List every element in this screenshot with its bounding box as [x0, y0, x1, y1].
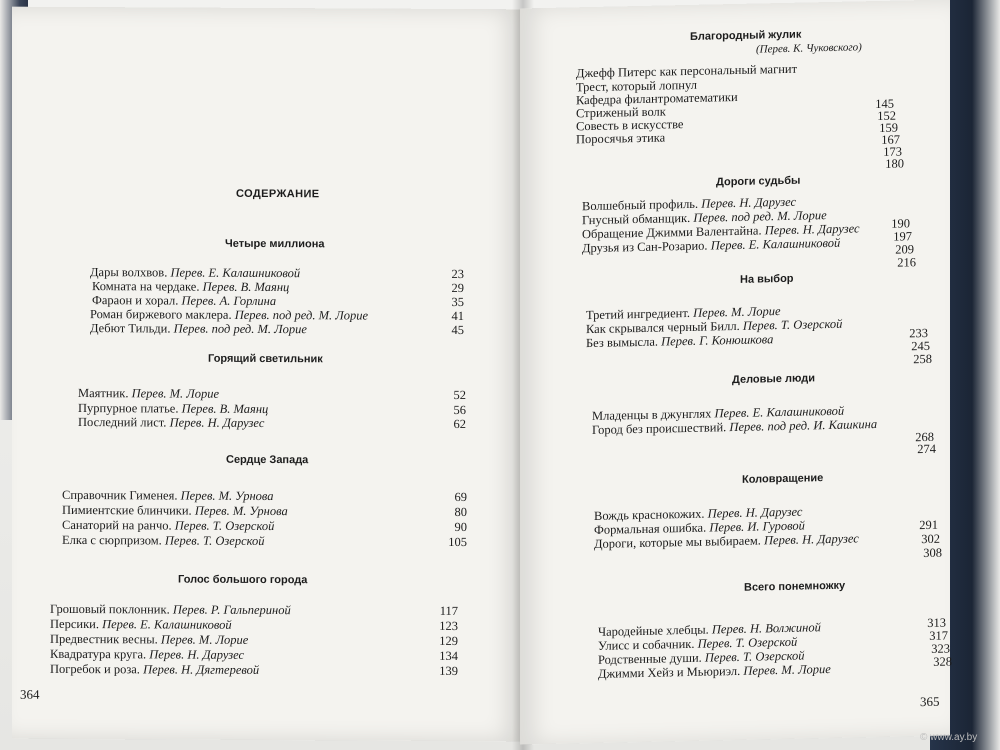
section-title: Деловые люди	[732, 372, 815, 387]
section-title: Голос большого города	[178, 573, 308, 587]
toc-entry: Поросячья этика	[576, 130, 666, 147]
toc-entry: Елка с сюрпризом. Перев. Т. Озерской	[62, 532, 265, 548]
toc-entry: Справочник Гименея. Перев. М. Урнова	[62, 487, 274, 504]
page-ref: 167	[881, 132, 900, 147]
page-ref: 313	[927, 615, 946, 630]
toc-entry: Кафедра филантроматематики	[576, 89, 738, 108]
watermark: © www.ay.by	[920, 732, 978, 743]
page-ref: 139	[439, 663, 458, 679]
page-ref: 105	[448, 534, 467, 550]
page-ref: 52	[453, 387, 466, 403]
toc-entry: Фараон и хорал. Перев. А. Горлина	[92, 293, 277, 309]
toc-entry: Младенцы в джунглях Перев. Е. Калашниковой	[592, 403, 845, 423]
page-ref: 323	[931, 641, 950, 656]
page-ref: 152	[877, 108, 896, 124]
toc-entry: Квадратура круга. Перев. Н. Дарузес	[50, 646, 245, 662]
section-title: Дороги судьбы	[716, 174, 801, 189]
toc-entry: Формальная ошибка. Перев. И. Гуровой	[594, 518, 805, 537]
toc-entry: Пурпурное платье. Перев. В. Маянц	[78, 401, 269, 417]
page-ref: 190	[891, 216, 910, 231]
toc-entry: Джимми Хейз и Мьюриэл. Перев. М. Лорие	[598, 661, 831, 681]
toc-entry: Обращение Джимми Валентайна. Перев. Н. Дарузес	[582, 221, 860, 242]
section-title: Четыре миллиона	[225, 237, 325, 251]
page-ref: 90	[454, 519, 467, 535]
toc-entry: Роман биржевого маклера. Перев. под ред. М. Лорие	[90, 307, 369, 323]
translator-line: (Перев. К. Чуковского)	[756, 41, 862, 56]
page-ref: 274	[917, 441, 936, 457]
toc-entry: Третий ингредиент. Перев. М. Лорие	[586, 304, 781, 323]
toc-entry: Дороги, которые мы выбираем. Перев. Н. Дарузес	[594, 531, 859, 551]
toc-entry: Погребок и роза. Перев. Н. Дягтеревой	[50, 661, 260, 677]
page-ref: 62	[453, 416, 466, 432]
page-ref: 197	[893, 229, 912, 244]
page-ref: 56	[453, 402, 466, 418]
page-ref: 159	[879, 120, 898, 135]
section-title: Благородный жулик	[690, 28, 802, 43]
toc-entry: Стриженый волк	[576, 104, 666, 121]
page-ref: 45	[451, 322, 464, 338]
page-ref: 216	[897, 255, 916, 270]
section-title: Коловращение	[742, 472, 824, 486]
right-page	[520, 0, 950, 745]
page-ref: 308	[923, 545, 942, 561]
toc-entry: Друзья из Сан-Розарио. Перев. Е. Калашниковой	[582, 235, 841, 256]
page-ref: 41	[451, 308, 464, 324]
toc-entry: Маятник. Перев. М. Лорие	[78, 386, 220, 401]
toc-entry: Совесть в искусстве	[576, 117, 684, 134]
toc-entry: Трест, который лопнул	[576, 77, 697, 95]
toc-entry: Город без происшествий. Перев. под ред. И. Кашкина	[592, 417, 878, 437]
toc-entry: Дебют Тильди. Перев. под ред. М. Лорие	[90, 321, 307, 337]
toc-entry: Комната на чердаке. Перев. В. Маянц	[92, 279, 290, 295]
section-title: Сердце Запада	[226, 453, 309, 467]
toc-entry: Пимиентские блинчики. Перев. М. Урнова	[62, 502, 288, 519]
page-ref: 23	[451, 266, 464, 282]
page-ref: 134	[439, 648, 458, 664]
page-number: 365	[920, 693, 940, 710]
page-ref: 209	[895, 242, 914, 257]
page-ref: 245	[911, 338, 930, 354]
page-ref: 291	[919, 517, 938, 533]
page-ref: 117	[439, 603, 458, 619]
toc-entry: Улисс и собачник. Перев. Т. Озерской	[598, 634, 798, 653]
toc-entry: Дары волхвов. Перев. Е. Калашниковой	[90, 265, 301, 281]
page-number: 364	[20, 686, 40, 702]
toc-entry: Вождь краснокожих. Перев. Н. Дарузес	[594, 504, 803, 523]
page-ref: 145	[875, 96, 894, 112]
toc-entry: Без вымысла. Перев. Г. Конюшкова	[586, 332, 774, 351]
page-ref: 180	[885, 156, 904, 171]
page-ref: 29	[451, 280, 464, 296]
page-ref: 328	[933, 654, 952, 669]
toc-entry: Персики. Перев. Е. Калашниковой	[50, 616, 232, 632]
toc-entry: Предвестник весны. Перев. М. Лорие	[50, 631, 249, 647]
page-ref: 258	[913, 351, 932, 367]
section-title: На выбор	[740, 272, 794, 286]
toc-entry: Последний лист. Перев. Н. Дарузес	[78, 415, 265, 430]
toc-entry: Гнусный обманщик. Перев. под ред. М. Лорие	[582, 208, 827, 228]
page-ref: 69	[454, 489, 467, 505]
page-ref: 35	[451, 294, 464, 310]
page-ref: 129	[439, 633, 458, 649]
section-title: Горящий светильник	[208, 352, 323, 366]
section-title: Всего понемножку	[744, 579, 846, 594]
toc-entry: Грошовый поклонник. Перев. Р. Гальпериной	[50, 601, 291, 618]
contents-title: СОДЕРЖАНИЕ	[236, 187, 320, 201]
page-ref: 233	[909, 325, 928, 341]
left-page	[12, 7, 522, 742]
toc-entry: Родственные души. Перев. Т. Озерской	[598, 648, 805, 667]
page-ref: 173	[883, 144, 902, 159]
page-ref: 123	[439, 618, 458, 634]
toc-entry: Как скрывался черный Билл. Перев. Т. Озерской	[586, 316, 843, 337]
page-ref: 317	[929, 628, 948, 643]
page-ref: 80	[454, 504, 467, 520]
toc-entry: Джефф Питерс как персональный магнит	[576, 61, 798, 81]
page-ref: 302	[921, 531, 940, 547]
page-ref: 268	[915, 429, 934, 445]
toc-entry: Волшебный профиль. Перев. Н. Дарузес	[582, 194, 797, 214]
toc-entry: Чародейные хлебцы. Перев. Н. Волжиной	[598, 620, 821, 639]
toc-entry: Санаторий на ранчо. Перев. Т. Озерской	[62, 517, 275, 534]
